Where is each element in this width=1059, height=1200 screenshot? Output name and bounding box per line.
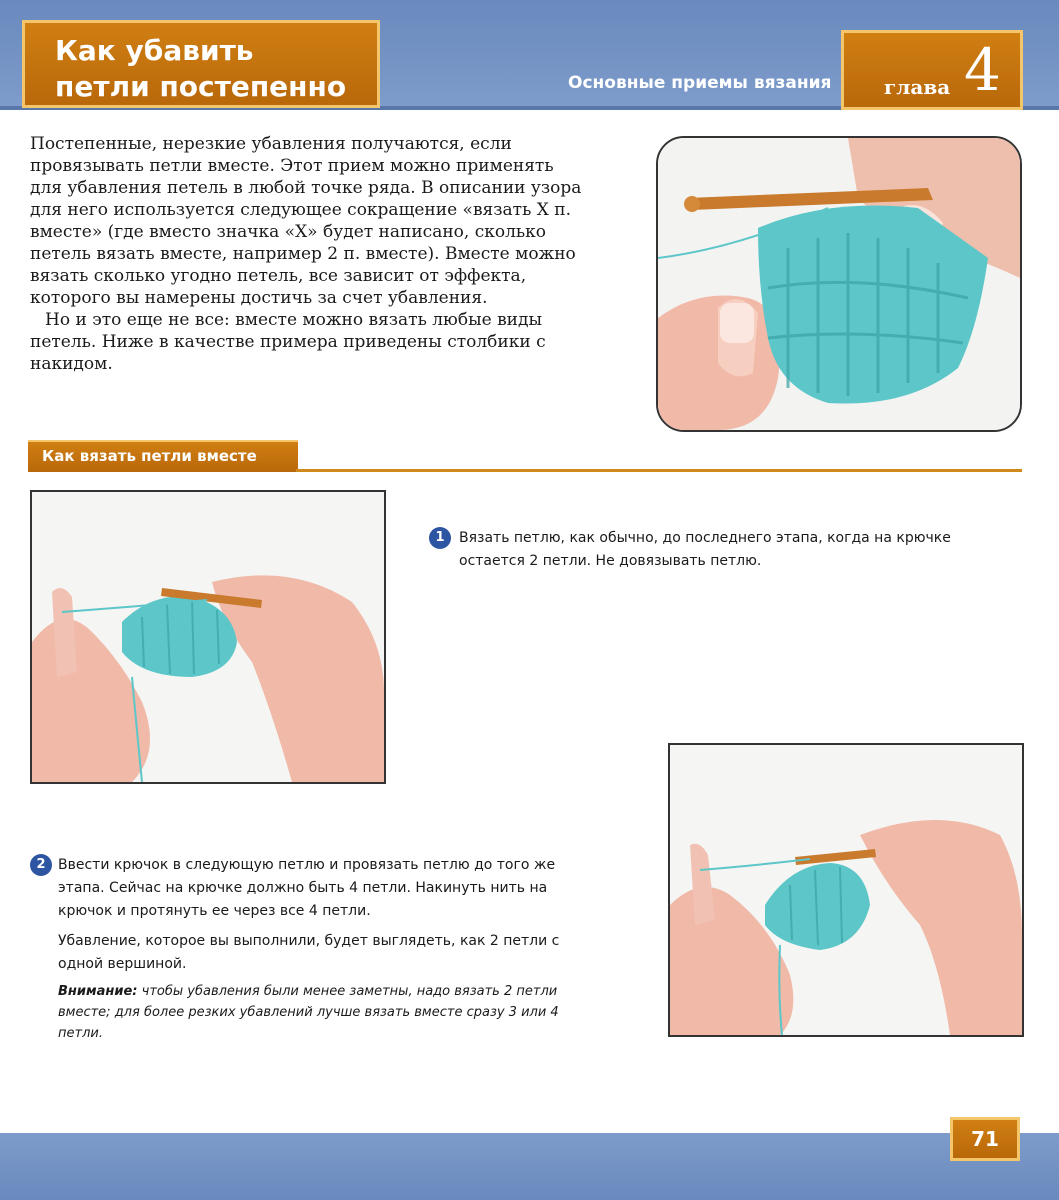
intro-text bbox=[30, 133, 590, 375]
subheading: Как вязать петли вместе bbox=[42, 447, 257, 465]
page-number: 71 bbox=[950, 1117, 1020, 1161]
step-2-text: Ввести крючок в следующую петлю и провязать петлю до того же этапа. Сейчас на крючке должно быть 4 петли. Накинуть нить на крючок и протянуть ее через все 4 петли. bbox=[58, 857, 556, 919]
chapter-word: глава bbox=[884, 75, 951, 99]
intro-paragraph-2: Но и это еще не все: вместе можно вязать любые виды петель. Ниже в качестве примера приведены столбики с накидом. bbox=[30, 310, 546, 374]
step-1-number: 1 bbox=[429, 527, 451, 549]
step-2-note bbox=[58, 981, 588, 1044]
title-line-2: петли постепенно bbox=[55, 70, 347, 103]
photo-step-1 bbox=[30, 490, 386, 784]
intro-paragraph-1: Постепенные, нерезкие убавления получаются, если провязывать петли вместе. Этот прием можно применять для убавления петель в любой точке ряда. В описании узора для него используется следующее сокращение «вязать Х п. вместе» (где вместо значка «Х» будет написано, сколько петель вязать вместе, например 2 п. вместе). Вместе можно вязать сколько угодно петель, все зависит от эффекта, которого вы намерены достичь за счет убавления. bbox=[30, 134, 582, 308]
title-banner bbox=[22, 20, 380, 108]
section-label: Основные приемы вязания bbox=[568, 73, 832, 93]
step-1-text: Вязать петлю, как обычно, до последнего этапа, когда на крючке остается 2 петли. Не довязывать петлю. bbox=[459, 530, 951, 569]
crochet-overview-image bbox=[658, 138, 1020, 430]
title-line-1: Как убавить bbox=[55, 34, 254, 67]
chapter-badge bbox=[841, 30, 1023, 110]
step-1-image bbox=[32, 492, 384, 782]
chapter-number: 4 bbox=[964, 36, 1001, 104]
subheading-rule bbox=[296, 469, 1022, 472]
step-2-image bbox=[670, 745, 1022, 1035]
note-text: чтобы убавления были менее заметны, надо вязать 2 петли вместе; для более резких убавлений лучше вязать вместе сразу 3 или 4 петли. bbox=[58, 984, 559, 1041]
step-2-result-text: Убавление, которое вы выполнили, будет выглядеть, как 2 петли с одной вершиной. bbox=[58, 933, 560, 972]
subheading-banner bbox=[28, 440, 298, 472]
note-label: Внимание: bbox=[58, 984, 138, 999]
photo-crochet-overview bbox=[656, 136, 1022, 432]
step-2-number: 2 bbox=[30, 854, 52, 876]
page-title bbox=[55, 33, 385, 105]
photo-step-2 bbox=[668, 743, 1024, 1037]
footer-band bbox=[0, 1133, 1059, 1200]
